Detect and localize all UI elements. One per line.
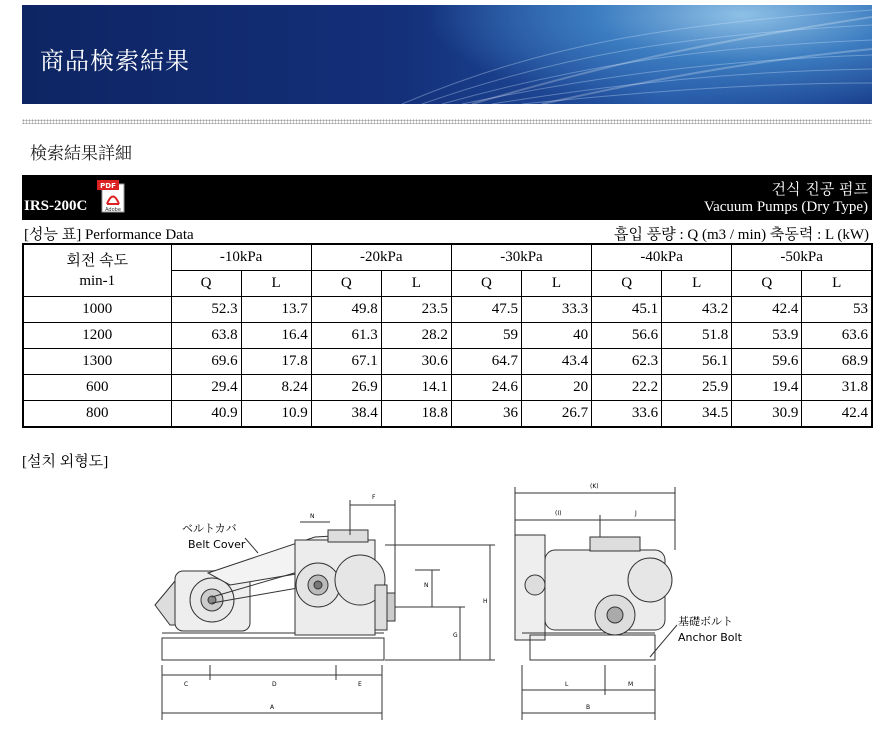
column-header: Q: [451, 271, 521, 297]
value-cell: 31.8: [802, 375, 872, 401]
dim-label: C: [184, 681, 189, 688]
value-cell: 56.6: [592, 323, 662, 349]
dim-label: B: [586, 704, 591, 711]
value-cell: 13.7: [241, 297, 311, 323]
value-cell: 61.3: [311, 323, 381, 349]
dim-label: H: [483, 598, 488, 605]
performance-label: [성능 표] Performance Data: [24, 227, 194, 243]
value-cell: 23.5: [381, 297, 451, 323]
value-cell: 19.4: [732, 375, 802, 401]
dim-label: L: [565, 681, 569, 688]
dim-label: (I): [555, 510, 562, 517]
performance-label-row: [22, 222, 872, 242]
value-cell: 17.8: [241, 349, 311, 375]
product-model: IRS-200C: [24, 198, 88, 214]
value-cell: 51.8: [662, 323, 732, 349]
pressure-header: -20kPa: [311, 244, 451, 271]
table-row: [23, 375, 872, 401]
product-name-korean: 건식 진공 펌프: [771, 180, 868, 198]
dim-label: D: [272, 681, 277, 688]
value-cell: 45.1: [592, 297, 662, 323]
value-cell: 26.7: [521, 401, 591, 428]
installation-label: [설치 외형도]: [22, 454, 109, 470]
value-cell: 67.1: [311, 349, 381, 375]
dotted-divider: [22, 119, 872, 124]
value-cell: 38.4: [311, 401, 381, 428]
table-row: [23, 297, 872, 323]
anchor-bolt-label-en: Anchor Bolt: [678, 631, 742, 644]
value-cell: 59: [451, 323, 521, 349]
dim-label: J: [635, 510, 637, 517]
value-cell: 63.6: [802, 323, 872, 349]
value-cell: 69.6: [171, 349, 241, 375]
belt-cover-label-jp: ベルトカバ: [182, 522, 237, 535]
value-cell: 8.24: [241, 375, 311, 401]
value-cell: 42.4: [732, 297, 802, 323]
rpm-header: 회전 속도 min-1: [23, 244, 171, 297]
column-header: L: [381, 271, 451, 297]
rpm-cell: 600: [23, 375, 171, 401]
value-cell: 43.4: [521, 349, 591, 375]
value-cell: 33.6: [592, 401, 662, 428]
table-row: [23, 349, 872, 375]
value-cell: 47.5: [451, 297, 521, 323]
page-title: 商品検索結果: [40, 47, 190, 75]
section-title: 検索結果詳細: [30, 144, 132, 164]
value-cell: 68.9: [802, 349, 872, 375]
dim-label: N: [424, 582, 429, 589]
dim-label: E: [358, 681, 362, 688]
anchor-bolt-label-jp: 基礎ボルト: [678, 615, 733, 628]
dim-label: A: [270, 704, 275, 711]
rpm-cell: 800: [23, 401, 171, 428]
pressure-header: -10kPa: [171, 244, 311, 271]
value-cell: 49.8: [311, 297, 381, 323]
value-cell: 53: [802, 297, 872, 323]
column-header: L: [662, 271, 732, 297]
value-cell: 56.1: [662, 349, 732, 375]
value-cell: 42.4: [802, 401, 872, 428]
value-cell: 34.5: [662, 401, 732, 428]
product-header-bar: [22, 175, 872, 220]
pressure-header: -50kPa: [732, 244, 872, 271]
table-row: [23, 323, 872, 349]
page-banner: [22, 5, 872, 104]
performance-legend: 흡입 풍량 : Q (m3 / min) 축동력 : L (kW): [613, 227, 869, 243]
column-header: Q: [732, 271, 802, 297]
performance-table: [22, 243, 873, 428]
product-name-english: Vacuum Pumps (Dry Type): [703, 199, 868, 215]
value-cell: 40: [521, 323, 591, 349]
value-cell: 16.4: [241, 323, 311, 349]
pressure-header: -30kPa: [451, 244, 591, 271]
value-cell: 28.2: [381, 323, 451, 349]
value-cell: 36: [451, 401, 521, 428]
value-cell: 18.8: [381, 401, 451, 428]
column-header: L: [241, 271, 311, 297]
belt-cover-label-en: Belt Cover: [188, 538, 246, 551]
column-header: L: [802, 271, 872, 297]
value-cell: 29.4: [171, 375, 241, 401]
dim-label: N: [310, 513, 315, 520]
dim-label: F: [372, 494, 376, 501]
column-header: Q: [592, 271, 662, 297]
value-cell: 40.9: [171, 401, 241, 428]
svg-text:Adobe: Adobe: [105, 207, 121, 213]
value-cell: 62.3: [592, 349, 662, 375]
table-row: [23, 401, 872, 428]
value-cell: 25.9: [662, 375, 732, 401]
rpm-cell: 1200: [23, 323, 171, 349]
value-cell: 24.6: [451, 375, 521, 401]
installation-dimension-drawing: [150, 475, 760, 730]
table-header-row: [23, 244, 872, 271]
rpm-cell: 1000: [23, 297, 171, 323]
value-cell: 43.2: [662, 297, 732, 323]
value-cell: 14.1: [381, 375, 451, 401]
column-header: Q: [171, 271, 241, 297]
pdf-download-icon[interactable]: [97, 180, 129, 214]
dim-label: M: [628, 681, 634, 688]
value-cell: 30.6: [381, 349, 451, 375]
value-cell: 53.9: [732, 323, 802, 349]
column-header: L: [521, 271, 591, 297]
rpm-cell: 1300: [23, 349, 171, 375]
pressure-header: -40kPa: [592, 244, 732, 271]
value-cell: 26.9: [311, 375, 381, 401]
base-plate: [162, 638, 384, 660]
value-cell: 63.8: [171, 323, 241, 349]
svg-text:PDF: PDF: [100, 182, 116, 190]
value-cell: 22.2: [592, 375, 662, 401]
value-cell: 52.3: [171, 297, 241, 323]
dim-label: (K): [590, 483, 599, 490]
dim-label: G: [453, 632, 458, 639]
value-cell: 10.9: [241, 401, 311, 428]
value-cell: 20: [521, 375, 591, 401]
column-header: Q: [311, 271, 381, 297]
value-cell: 33.3: [521, 297, 591, 323]
value-cell: 30.9: [732, 401, 802, 428]
value-cell: 64.7: [451, 349, 521, 375]
value-cell: 59.6: [732, 349, 802, 375]
